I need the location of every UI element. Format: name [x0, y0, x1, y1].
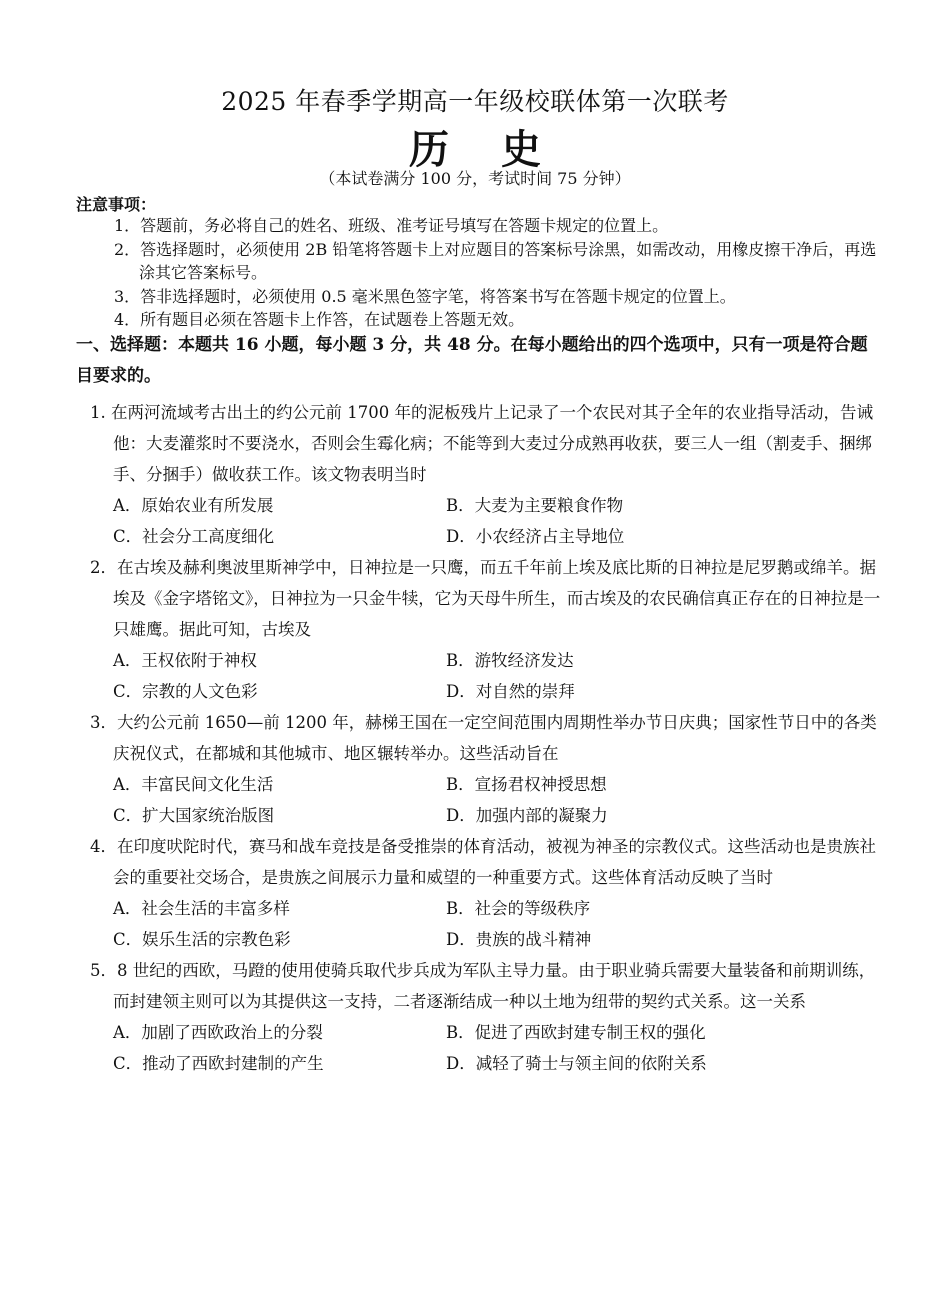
exam-title: 2025 年春季学期高一年级校联体第一次联考	[221, 87, 729, 116]
note-item: 1．答题前，务必将自己的姓名、班级、准考证号填写在答题卡规定的位置上。	[114, 216, 669, 235]
option-d: D．减轻了骑士与领主间的依附关系	[446, 1054, 707, 1073]
option-c: C．宗教的人文色彩	[113, 682, 258, 701]
exam-meta: （本试卷满分 100 分，考试时间 75 分钟）	[319, 169, 631, 188]
notes-heading: 注意事项：	[76, 195, 157, 214]
note-item: 3．答非选择题时，必须使用 0.5 毫米黑色签字笔，将答案书写在答题卡规定的位置上。	[114, 286, 736, 306]
option-a: A．社会生活的丰富多样	[113, 899, 290, 918]
question-options	[76, 769, 884, 831]
option-a: A．王权依附于神权	[113, 651, 257, 670]
option-d: D．加强内部的凝聚力	[446, 806, 608, 825]
question-list	[76, 397, 884, 1079]
note-item: 4．所有题目必须在答题卡上作答，在试题卷上答题无效。	[114, 310, 525, 329]
section-heading: 一、选择题：本题共 16 小题，每小题 3 分，共 48 分。在每小题给出的四个选项中，只有一项是符合题目要求的。	[76, 335, 868, 386]
question	[76, 831, 884, 955]
option-c: C．娱乐生活的宗教色彩	[113, 930, 291, 949]
option-b: B．宣扬君权神授思想	[446, 775, 607, 794]
note-item: 2．答选择题时，必须使用 2B 铅笔将答题卡上对应题目的答案标号涂黑，如需改动，用橡皮擦干净后，再选涂其它答案标号。	[114, 239, 877, 282]
question-stem: 5．8 世纪的西欧，马蹬的使用使骑兵取代步兵成为军队主导力量。由于职业骑兵需要大量装备和前期训练，而封建领主则可以为其提供这一支持，二者逐渐结成一种以土地为纽带的契约式关系。这一关系	[90, 961, 876, 1011]
question-stem: 3．大约公元前 1650—前 1200 年，赫梯王国在一定空间范围内周期性举办节日庆典；国家性节日中的各类庆祝仪式，在都城和其他城市、地区辗转举办。这些活动旨在	[90, 713, 877, 763]
option-c: C．推动了西欧封建制的产生	[113, 1054, 324, 1073]
question	[76, 955, 884, 1079]
notes-list	[76, 214, 886, 332]
option-a: A．丰富民间文化生活	[113, 775, 274, 794]
option-c: C．扩大国家统治版图	[113, 806, 275, 825]
option-d: D．对自然的崇拜	[446, 682, 575, 701]
option-a: A．加剧了西欧政治上的分裂	[113, 1023, 323, 1042]
option-b: B．社会的等级秩序	[446, 899, 591, 918]
question	[76, 552, 884, 707]
question	[76, 397, 884, 552]
question-options	[76, 893, 884, 955]
option-b: B．游牧经济发达	[446, 651, 574, 670]
option-b: B．促进了西欧封建专制王权的强化	[446, 1023, 706, 1042]
option-d: D．贵族的战斗精神	[446, 930, 592, 949]
question	[76, 707, 884, 831]
subject-title: 历史	[409, 126, 593, 173]
question-stem: 2．在古埃及赫利奥波里斯神学中，日神拉是一只鹰，而五千年前上埃及底比斯的日神拉是尼罗鹅或绵羊。据埃及《金字塔铭文》，日神拉为一只金牛犊，它为天母牛所生，而古埃及的农民确信真正存在的日神拉是一只雄鹰。据此可知，古埃及	[90, 558, 881, 639]
question-options	[76, 490, 884, 552]
option-d: D．小农经济占主导地位	[446, 527, 625, 546]
question-options	[76, 645, 884, 707]
question-options	[76, 1017, 884, 1079]
option-c: C．社会分工高度细化	[113, 527, 275, 546]
question-stem: 4．在印度吠陀时代，赛马和战车竞技是备受推崇的体育活动，被视为神圣的宗教仪式。这些活动也是贵族社会的重要社交场合，是贵族之间展示力量和威望的一种重要方式。这些体育活动反映了当时	[90, 837, 876, 887]
option-b: B．大麦为主要粮食作物	[446, 496, 624, 515]
question-stem: 1. 在两河流域考古出土的约公元前 1700 年的泥板残片上记录了一个农民对其子全年的农业指导活动，告诫他：大麦灌浆时不要浇水，否则会生霉化病；不能等到大麦过分成熟再收获，要三人一组（割麦手、捆绑手、分捆手）做收获工作。该文物表明当时	[90, 403, 873, 484]
option-a: A．原始农业有所发展	[113, 496, 274, 515]
